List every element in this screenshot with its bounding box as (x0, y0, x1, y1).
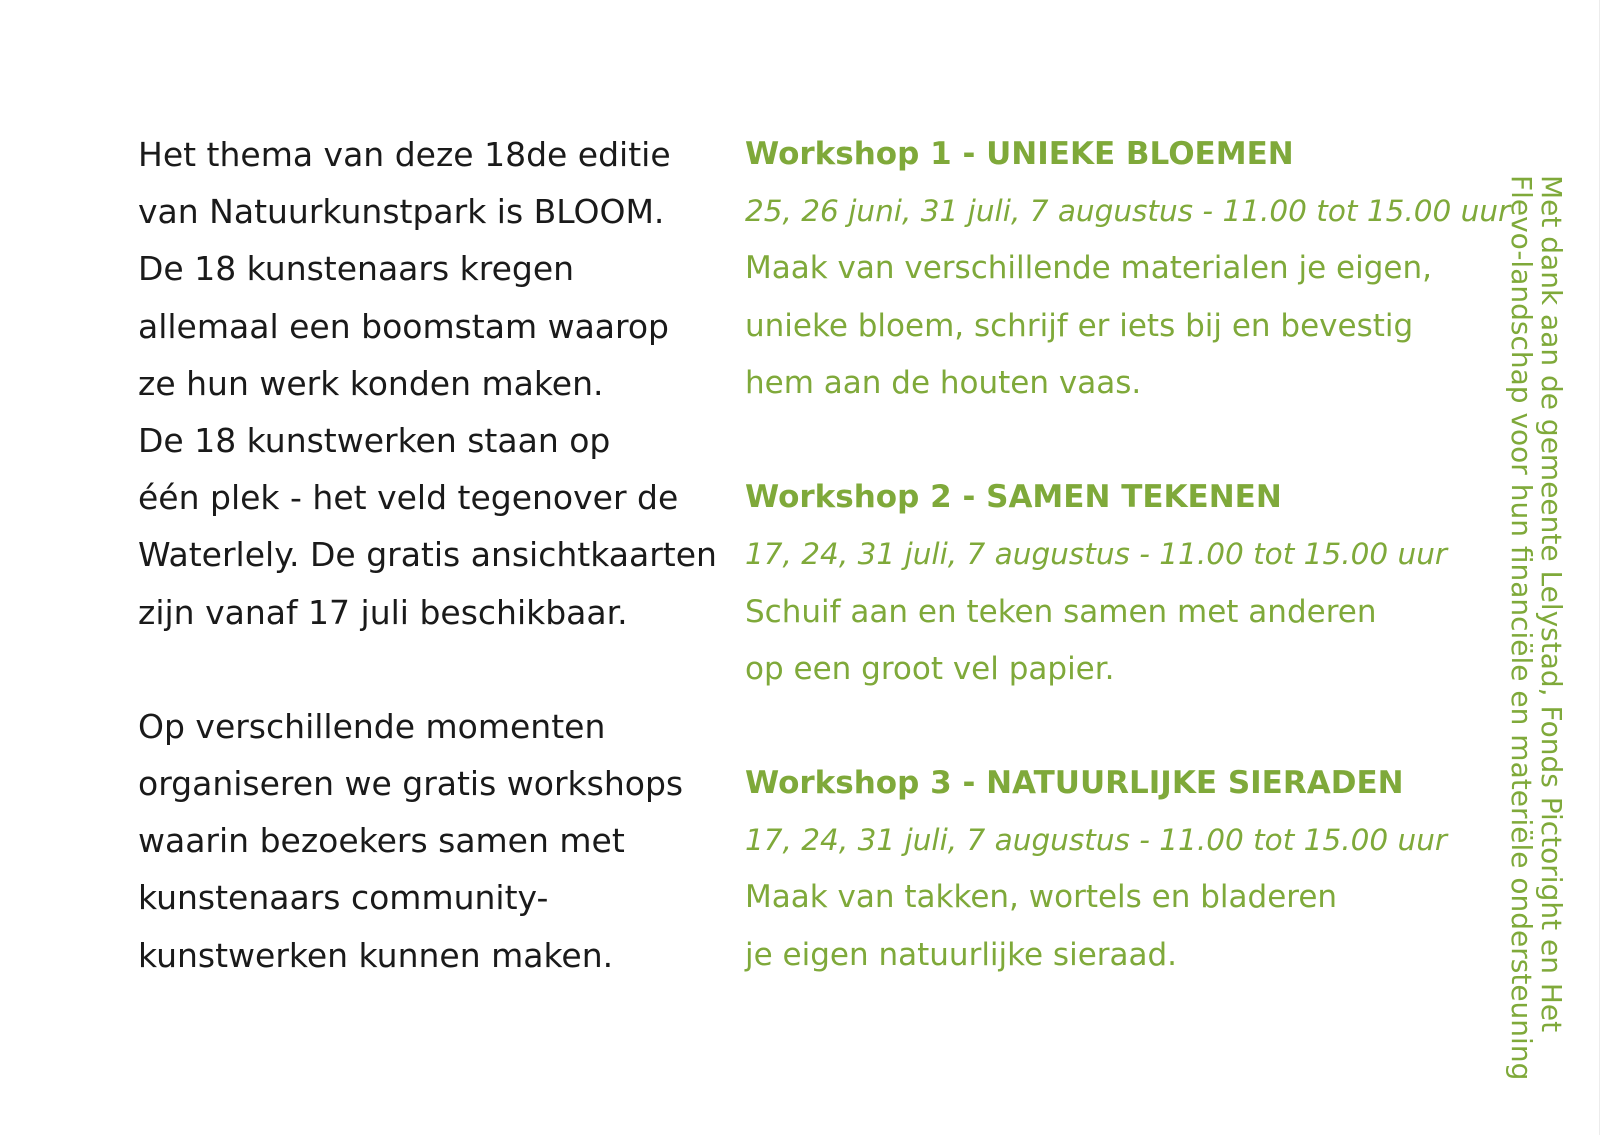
intro-line: allemaal een boomstam waarop (138, 306, 669, 346)
workshop-dates: 17, 24, 31 juli, 7 augustus - 11.00 tot 15.00 uur (745, 537, 1448, 572)
intro-line: ze hun werk konden maken. (138, 363, 604, 403)
workshops-intro-line: kunstenaars community- (138, 878, 549, 918)
paragraph-gap (138, 641, 728, 698)
workshops-intro-line: kunstwerken kunnen maken. (138, 935, 614, 975)
workshops-column (745, 126, 1511, 984)
credit-line: Flevo-landschap voor hun financiële en materiële ondersteuning (1505, 175, 1538, 1081)
workshops-intro-line: organiseren we gratis workshops (138, 764, 684, 804)
workshop-title: Workshop 1 - UNIEKE BLOEMEN (745, 136, 1294, 172)
workshop-dates: 25, 26 juni, 31 juli, 7 augustus - 11.00 tot 15.00 uur (745, 194, 1511, 229)
intro-line: één plek - het veld tegenover de (138, 478, 679, 518)
workshop-description-line: je eigen natuurlijke sieraad. (745, 936, 1178, 973)
credit-line: Met dank aan de gemeente Lelystad, Fonds Pictoright en Het (1535, 175, 1568, 1033)
intro-line: zijn vanaf 17 juli beschikbaar. (138, 592, 628, 632)
intro-line: De 18 kunstenaars kregen (138, 249, 575, 289)
sponsor-credits (1505, 175, 1568, 1081)
workshop-gap (745, 412, 1465, 469)
workshop-title: Workshop 2 - SAMEN TEKENEN (745, 479, 1282, 516)
intro-column (138, 126, 728, 984)
workshop-gap (745, 698, 1465, 755)
workshop-description-line: op een groot vel papier. (745, 650, 1115, 687)
workshop-description-line: unieke bloem, schrijf er iets bij en bevestig (745, 307, 1414, 344)
intro-line: Het thema van deze 18de editie (138, 135, 671, 174)
workshop-dates: 17, 24, 31 juli, 7 augustus - 11.00 tot 15.00 uur (745, 823, 1448, 858)
workshop-1 (745, 126, 1511, 412)
intro-line: Waterlely. De gratis ansichtkaarten (138, 535, 717, 575)
workshop-title: Workshop 3 - NATUURLIJKE SIERADEN (745, 765, 1404, 802)
workshop-description-line: Maak van takken, wortels en bladeren (745, 879, 1338, 916)
workshops-intro-line: Op verschillende momenten (138, 706, 606, 746)
workshop-2 (745, 469, 1465, 698)
intro-line: van Natuurkunstpark is BLOOM. (138, 192, 665, 232)
workshop-description-line: hem aan de houten vaas. (745, 364, 1142, 401)
workshops-intro-line: waarin bezoekers samen met (138, 821, 625, 861)
workshop-3 (745, 755, 1465, 984)
intro-line: De 18 kunstwerken staan op (138, 420, 611, 460)
workshop-description-line: Maak van verschillende materialen je eigen, (745, 250, 1432, 287)
workshop-description-line: Schuif aan en teken samen met anderen (745, 593, 1377, 630)
